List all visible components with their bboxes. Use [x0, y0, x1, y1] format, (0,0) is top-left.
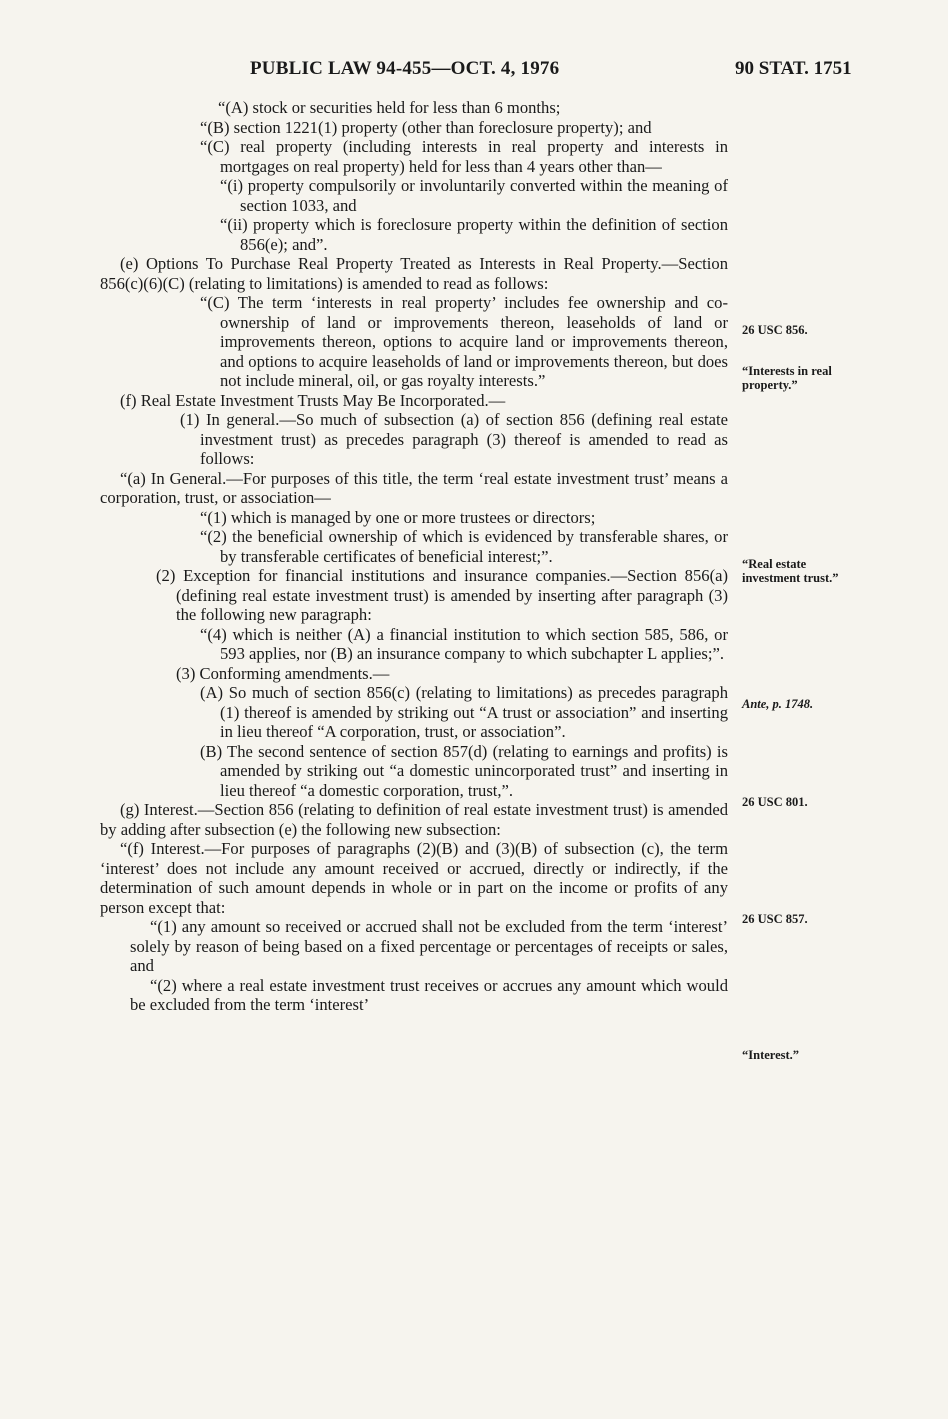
paragraph-g-interest: (g) Interest.—Section 856 (relating to definition of real estate investment trust) is amended by adding after subsection (e) the following new subsection:: [100, 800, 728, 839]
margin-note-26-usc-801: 26 USC 801.: [742, 795, 808, 809]
document-body: [100, 98, 728, 1015]
margin-note-interests-real-property: “Interests in real property.”: [742, 364, 832, 392]
margin-note-interest: “Interest.”: [742, 1048, 800, 1062]
margin-note-26-usc-857: 26 USC 857.: [742, 912, 808, 926]
paragraph-i-converted: “(i) property compulsorily or involuntarily converted within the meaning of section 1033, and: [220, 176, 728, 215]
paragraph-b-section-1221: “(B) section 1221(1) property (other than foreclosure property); and: [200, 117, 652, 137]
paragraph-f1-general: (1) In general.—So much of subsection (a) of section 856 (defining real estate investment trust) as precedes paragraph (3) thereof is amended to read as follows:: [180, 410, 728, 468]
paragraph-e-options: (e) Options To Purchase Real Property Treated as Interests in Real Property.—Section 856(c)(6)(C) (relating to limitations) is amended to read as follows:: [100, 254, 728, 293]
paragraph-4-financial: “(4) which is neither (A) a financial institution to which section 585, 586, or 593 applies, nor (B) an insurance company to which subchapter L applies;”.: [200, 624, 728, 663]
page-header-title: PUBLIC LAW 94-455—OCT. 4, 1976: [250, 58, 560, 79]
paragraph-1-managed: “(1) which is managed by one or more trustees or directors;: [200, 507, 596, 527]
paragraph-ii-foreclosure: “(ii) property which is foreclosure property within the definition of section 856(e); and”.: [220, 215, 728, 254]
paragraph-f-interest-def: “(f) Interest.—For purposes of paragraphs (2)(B) and (3)(B) of subsection (c), the term ‘interest’ does not include any amount received or accrued, directly or indirectly, if the determination of such amount depends in whole or in part on the income or profits of any person except that:: [100, 839, 728, 917]
page-header-stat: 90 STAT. 1751: [735, 58, 852, 79]
paragraph-1-fixed-percentage: “(1) any amount so received or accrued shall not be excluded from the term ‘interest’ solely by reason of being based on a fixed percentage or percentages of receipts or sales, and: [130, 917, 728, 975]
paragraph-f2-exception: (2) Exception for financial institutions and insurance companies.—Section 856(a) (defining real estate investment trust) is amended by inserting after paragraph (3) the following new paragraph:: [156, 566, 728, 624]
paragraph-2-reit-receives: “(2) where a real estate investment trust receives or accrues any amount which would be excluded from the term ‘interest’: [130, 975, 728, 1014]
paragraph-f-heading: (f) Real Estate Investment Trusts May Be Incorporated.—: [120, 390, 506, 410]
margin-note-26-usc-856: 26 USC 856.: [742, 323, 808, 337]
paragraph-3b-earnings: (B) The second sentence of section 857(d) (relating to earnings and profits) is amended by striking out “a domestic unincorporated trust” and inserting in lieu thereof “a domestic corporation, trust,”.: [200, 741, 728, 800]
margin-note-reit: “Real estate investment trust.”: [742, 557, 839, 585]
paragraph-3a-limitations: (A) So much of section 856(c) (relating to limitations) as precedes paragraph (1) thereof is amended by striking out “A trust or association” and inserting in lieu thereof “A corporation, trust, or association”.: [200, 683, 728, 741]
paragraph-c-real-property: “(C) real property (including interests in real property and interests in mortgages on real property) held for less than 4 years other than—: [200, 137, 728, 176]
margin-note-ante-1748: Ante, p. 1748.: [742, 697, 814, 711]
paragraph-c-interests: “(C) The term ‘interests in real property’ includes fee ownership and co-ownership of land or improvements thereon, leaseholds of land or improvements thereon, options to acquire land or improvements thereon, and options to acquire leaseholds of land or improvements thereon, but does not include mineral, oil, or gas royalty interests.”: [200, 293, 728, 390]
paragraph-a-stock: “(A) stock or securities held for less than 6 months;: [218, 98, 561, 117]
paragraph-f3-conforming: (3) Conforming amendments.—: [176, 663, 390, 683]
paragraph-2-beneficial: “(2) the beneficial ownership of which is evidenced by transferable shares, or by transferable certificates of beneficial interest;”.: [200, 527, 728, 566]
paragraph-a-in-general: “(a) In General.—For purposes of this title, the term ‘real estate investment trust’ means a corporation, trust, or association—: [100, 468, 728, 507]
